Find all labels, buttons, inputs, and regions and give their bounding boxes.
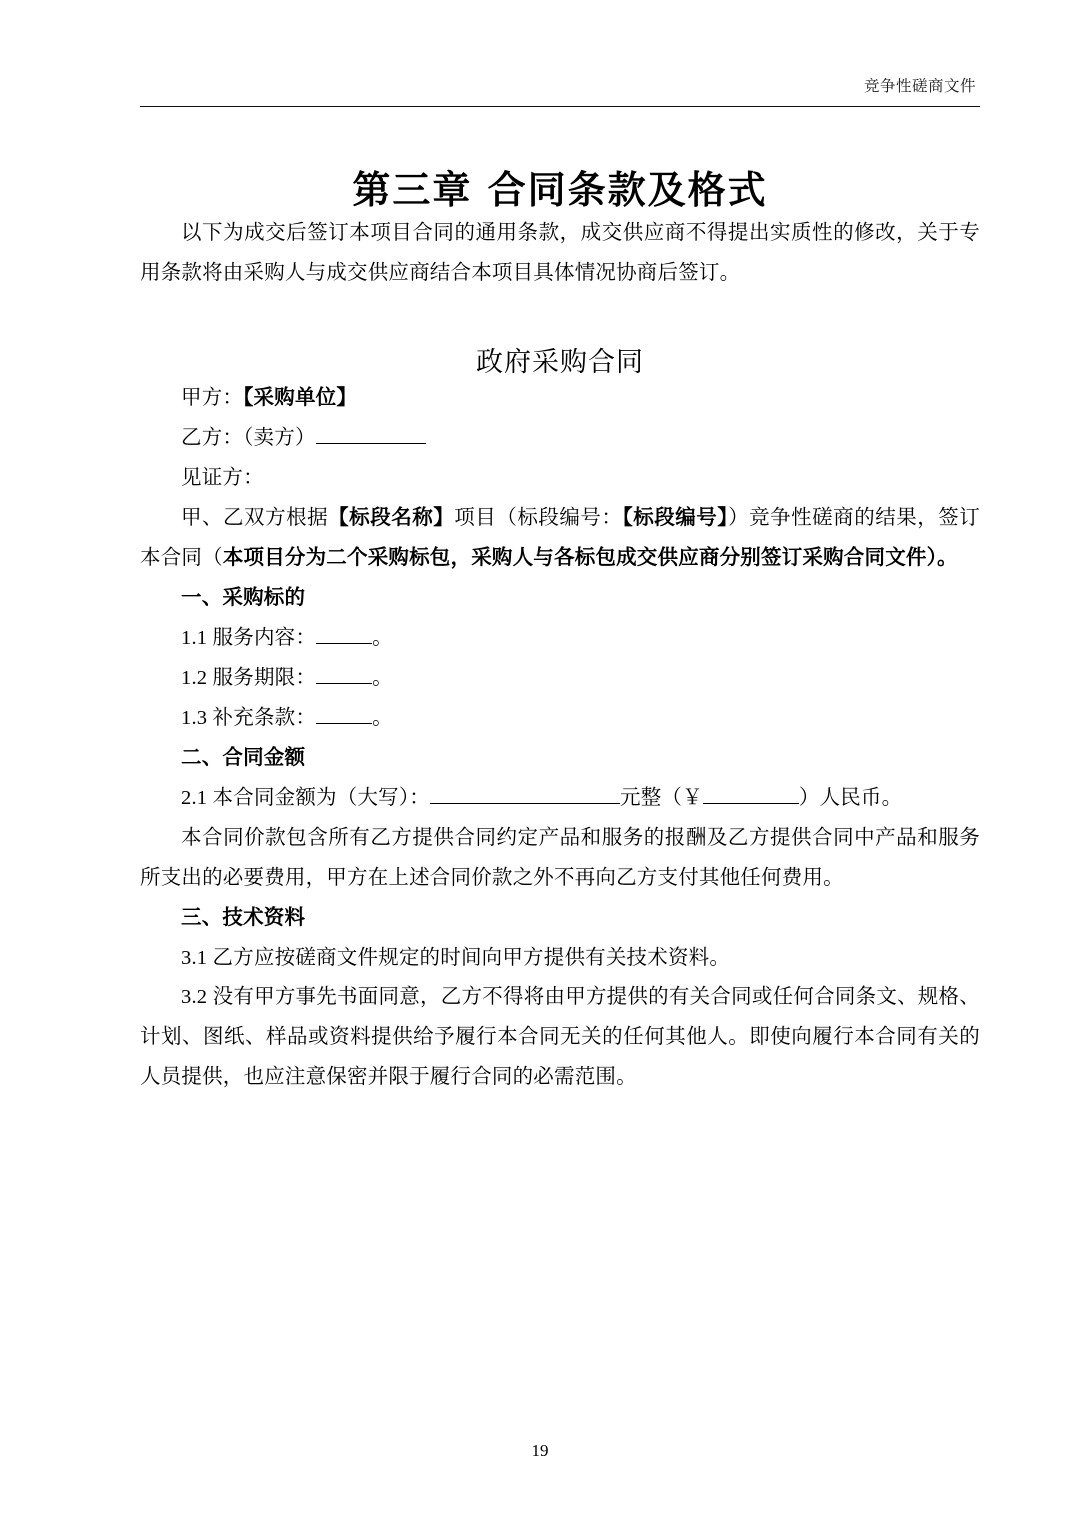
amount-mid: 元整（￥	[620, 786, 703, 809]
preamble-seg6: 本项目分为二个采购标包，采购人与各标包成交供应商分别签订采购合同文件）。	[222, 546, 958, 569]
section-1-item-3	[140, 699, 980, 739]
preamble-seg5: ）竞争性磋商的结果，签订本合同（	[140, 506, 981, 569]
item-1-3-suffix: 。	[372, 706, 393, 729]
header-right-text: 竞争性磋商文件	[863, 78, 976, 95]
amount-prefix: 2.1 本合同金额为（大写）：	[181, 786, 430, 809]
amount-suffix: ）人民币。	[798, 786, 903, 809]
item-1-1-blank	[316, 643, 372, 644]
witness-line	[140, 459, 980, 499]
preamble-lot-number: 【标段编号】	[622, 506, 729, 529]
header-divider	[140, 106, 980, 107]
section-2-paragraph: 本合同价款包含所有乙方提供合同约定产品和服务的报酬及乙方提供合同中产品和服务所支出的必要费用，甲方在上述合同价款之外不再向乙方支付其他任何费用。	[140, 826, 980, 889]
intro-paragraph: 以下为成交后签订本项目合同的通用条款，成交供应商不得提出实质性的修改，关于专用条款将由采购人与成交供应商结合本项目具体情况协商后签订。	[140, 222, 980, 284]
amount-figures-blank	[703, 803, 799, 804]
item-1-3-prefix: 1.3 补充条款：	[181, 706, 317, 729]
section-2-amount-line	[140, 779, 980, 819]
witness-label: 见证方：	[181, 466, 264, 489]
party-a-line	[140, 379, 980, 419]
section-1-item-1	[140, 619, 980, 659]
amount-words-blank	[430, 803, 620, 804]
page-number: 19	[531, 1441, 549, 1460]
section-3-heading: 三、技术资料	[181, 906, 306, 929]
item-1-1-suffix: 。	[372, 626, 393, 649]
party-b-label: 乙方：（卖方）	[181, 426, 316, 449]
item-1-3-blank	[316, 723, 372, 724]
page-title: 第三章 合同条款及格式	[352, 168, 768, 212]
item-1-2-prefix: 1.2 服务期限：	[181, 666, 317, 689]
item-1-2-blank	[316, 683, 372, 684]
contract-title: 政府采购合同	[476, 346, 644, 377]
page-header	[140, 74, 980, 96]
party-a-value: 【采购单位】	[243, 386, 358, 409]
item-1-2-suffix: 。	[372, 666, 393, 689]
preamble-paragraph	[140, 499, 980, 579]
section-1-heading: 一、采购标的	[181, 586, 306, 609]
section-1-item-2	[140, 659, 980, 699]
section-3-item-1: 3.1 乙方应按磋商文件规定的时间向甲方提供有关技术资料。	[181, 946, 731, 969]
preamble-lot-name: 【标段名称】	[328, 506, 455, 529]
preamble-seg1: 甲、乙双方根据	[181, 506, 329, 529]
party-b-line	[140, 419, 980, 459]
section-2-heading: 二、合同金额	[181, 746, 306, 769]
item-1-1-prefix: 1.1 服务内容：	[181, 626, 317, 649]
section-3-item-2: 3.2 没有甲方事先书面同意，乙方不得将由甲方提供的有关合同或任何合同条文、规格、计划、图纸、样品或资料提供给予履行本合同无关的任何其他人。即使向履行本合同有关的人员提供，也应注意保密并限于履行合同的必需范围。	[140, 986, 980, 1089]
party-a-label: 甲方：	[181, 386, 244, 409]
party-b-blank	[316, 443, 426, 444]
preamble-seg3: 项目（标段编号：	[454, 506, 623, 529]
